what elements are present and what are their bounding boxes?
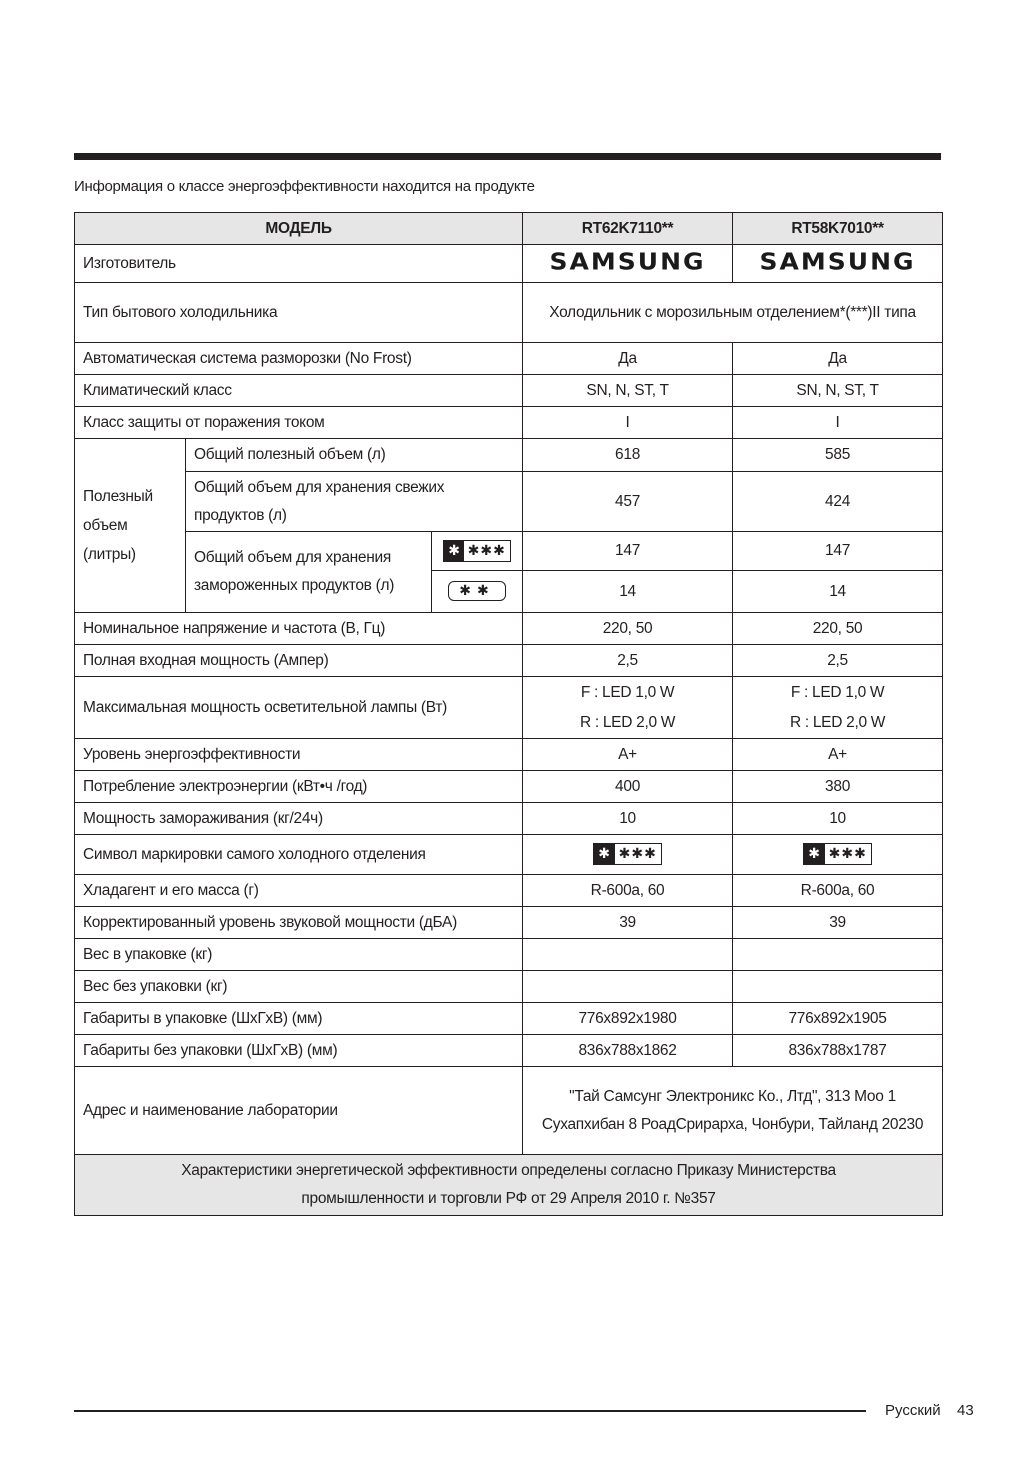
volume-total-row: [75, 439, 943, 472]
row-label: Корректированный уровень звуковой мощности (дБА): [75, 907, 523, 939]
row-label: Общий полезный объем (л): [186, 439, 523, 472]
value-model-1: 220, 50: [523, 613, 733, 645]
manufacturer-row: [75, 245, 943, 283]
value-model-1: SN, N, ST, T: [523, 375, 733, 407]
row-label: Адрес и наименование лаборатории: [75, 1067, 523, 1155]
row-label: Максимальная мощность осветительной лампы (Вт): [75, 677, 523, 739]
row-label: Номинальное напряжение и частота (В, Гц): [75, 613, 523, 645]
value-model-2: R-600a, 60: [733, 875, 943, 907]
value-model-2: 585: [733, 439, 943, 472]
header-model-1: RT62K7110**: [523, 213, 733, 245]
page-language: Русский: [885, 1402, 941, 1419]
header-model: МОДЕЛЬ: [75, 213, 523, 245]
row-label: Общий объем для хранения замороженных продуктов (л): [186, 532, 432, 613]
table-row: [75, 343, 943, 375]
value-model-1: 618: [523, 439, 733, 472]
row-label: Уровень энергоэффективности: [75, 739, 523, 771]
four-star-freezer-icon: ✱ ✱✱✱: [523, 835, 733, 875]
samsung-logo: SAMSUNG: [733, 245, 943, 283]
value-model-1: 10: [523, 803, 733, 835]
footer-note-row: [75, 1155, 943, 1216]
fridge-type-value: Холодильник с морозильным отделением*(***)II типа: [523, 283, 943, 343]
top-rule: [74, 153, 941, 160]
row-label: Габариты без упаковки (ШхГхВ) (мм): [75, 1035, 523, 1067]
value-model-2: 220, 50: [733, 613, 943, 645]
value-model-1: 836x788x1862: [523, 1035, 733, 1067]
lamp-row: [75, 677, 943, 739]
row-label: Символ маркировки самого холодного отделения: [75, 835, 523, 875]
value-model-2: SN, N, ST, T: [733, 375, 943, 407]
lab-row: [75, 1067, 943, 1155]
header-model-2: RT58K7010**: [733, 213, 943, 245]
row-label: Климатический класс: [75, 375, 523, 407]
spec-table: [74, 212, 943, 1216]
page-number: 43: [957, 1402, 974, 1419]
table-row: [75, 771, 943, 803]
value-model-1: [523, 939, 733, 971]
value-model-1: A+: [523, 739, 733, 771]
table-row: [75, 1035, 943, 1067]
row-label: Класс защиты от поражения током: [75, 407, 523, 439]
value-model-2: 10: [733, 803, 943, 835]
intro-text: Информация о классе энергоэффективности находится на продукте: [74, 178, 535, 195]
lamp-front: F : LED 1,0 W: [580, 684, 675, 701]
value-model-2: 380: [733, 771, 943, 803]
bottom-rule: [74, 1410, 866, 1412]
lamp-front: F : LED 1,0 W: [790, 684, 885, 701]
table-row: [75, 939, 943, 971]
value-model-1: I: [523, 407, 733, 439]
lamp-value-model-1: [523, 677, 733, 739]
value-model-1: 147: [523, 532, 733, 571]
lamp-value-model-2: [733, 677, 943, 739]
value-model-2: 424: [733, 472, 943, 532]
table-row: [75, 645, 943, 677]
four-star-freezer-icon: ✱ ✱✱✱: [432, 532, 523, 571]
value-model-2: 2,5: [733, 645, 943, 677]
table-row: [75, 375, 943, 407]
value-model-2: A+: [733, 739, 943, 771]
row-label: Автоматическая система разморозки (No Frost): [75, 343, 523, 375]
volume-frozen-4star-row: [75, 532, 943, 571]
value-model-2: [733, 939, 943, 971]
value-model-1: 457: [523, 472, 733, 532]
value-model-1: 2,5: [523, 645, 733, 677]
table-row: [75, 613, 943, 645]
fridge-type-row: [75, 283, 943, 343]
volume-fresh-row: [75, 472, 943, 532]
lamp-rear: R : LED 2,0 W: [789, 714, 886, 731]
value-model-2: I: [733, 407, 943, 439]
value-model-1: R-600a, 60: [523, 875, 733, 907]
value-model-1: 39: [523, 907, 733, 939]
value-model-1: 400: [523, 771, 733, 803]
table-row: [75, 971, 943, 1003]
header-row: [75, 213, 943, 245]
row-label: Габариты в упаковке (ШхГхВ) (мм): [75, 1003, 523, 1035]
lab-value: "Тай Самсунг Электроникс Ко., Лтд", 313 Моо 1 Сухапхибан 8 РоадСрирарха, Чонбури, Тайланд 20230: [523, 1067, 943, 1155]
samsung-logo: SAMSUNG: [523, 245, 733, 283]
value-model-2: Да: [733, 343, 943, 375]
value-model-1: 776x892x1980: [523, 1003, 733, 1035]
row-label: Тип бытового холодильника: [75, 283, 523, 343]
lamp-rear: R : LED 2,0 W: [579, 714, 676, 731]
row-label: Полная входная мощность (Ампер): [75, 645, 523, 677]
table-row: [75, 803, 943, 835]
value-model-2: 147: [733, 532, 943, 571]
coldest-symbol-row: [75, 835, 943, 875]
row-label: Хладагент и его масса (г): [75, 875, 523, 907]
row-label: Вес без упаковки (кг): [75, 971, 523, 1003]
row-label: Вес в упаковке (кг): [75, 939, 523, 971]
table-row: [75, 1003, 943, 1035]
value-model-1: [523, 971, 733, 1003]
row-label: Изготовитель: [75, 245, 523, 283]
row-label: Потребление электроэнергии (кВт•ч /год): [75, 771, 523, 803]
value-model-2: 836x788x1787: [733, 1035, 943, 1067]
two-star-freezer-icon: ✱✱: [432, 571, 523, 613]
value-model-1: Да: [523, 343, 733, 375]
table-row: [75, 907, 943, 939]
four-star-freezer-icon: ✱ ✱✱✱: [733, 835, 943, 875]
row-label: Общий объем для хранения свежих продуктов (л): [186, 472, 523, 532]
table-row: [75, 407, 943, 439]
table-row: [75, 875, 943, 907]
row-label: Мощность замораживания (кг/24ч): [75, 803, 523, 835]
value-model-1: 14: [523, 571, 733, 613]
footer-note: Характеристики энергетической эффективности определены согласно Приказу Министерства промышленности и торговли РФ от 29 Апреля 2010 г. №357: [75, 1155, 943, 1216]
value-model-2: 776x892x1905: [733, 1003, 943, 1035]
value-model-2: 39: [733, 907, 943, 939]
volume-group-label: Полезный объем (литры): [75, 439, 186, 613]
table-row: [75, 739, 943, 771]
value-model-2: 14: [733, 571, 943, 613]
value-model-2: [733, 971, 943, 1003]
